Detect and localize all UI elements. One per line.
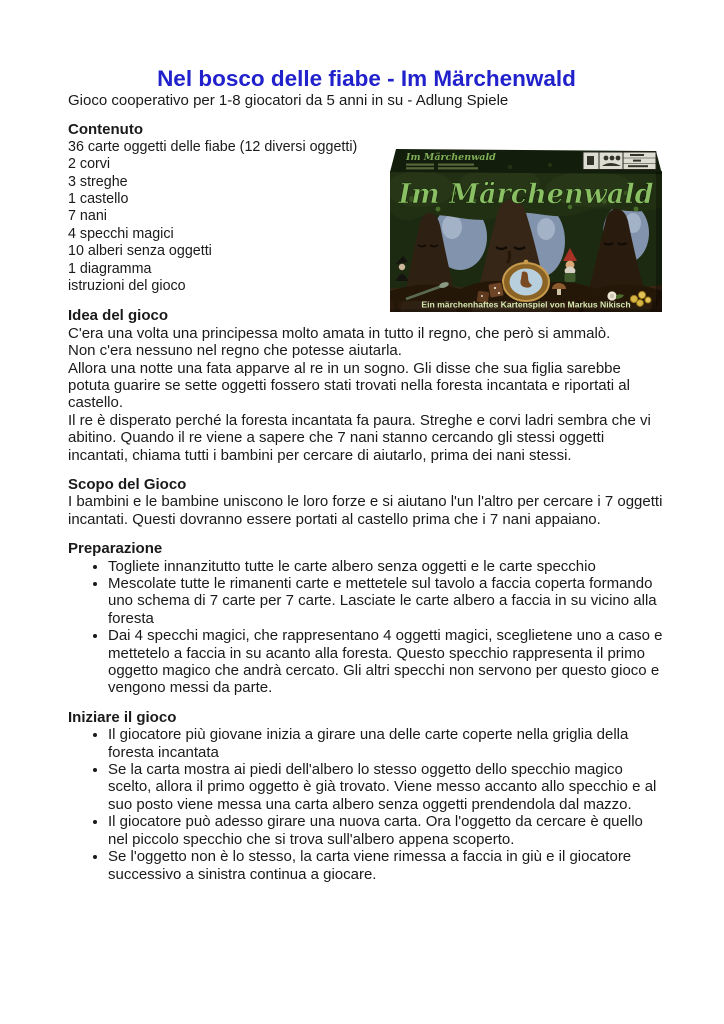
- player-info-panel: [583, 152, 656, 170]
- box-lid: [390, 149, 662, 174]
- idea-paragraph: Il re è disperato perché la foresta incantata fa paura. Streghe e corvi ladri sembra che vi abitino. Quando il re viene a sapere che 7 nani stanno cercando gli stessi oggetti incantati, chiama tutti i bambini per cercare di aiutarlo, prima dei nani stessi.: [68, 411, 651, 464]
- bullet-item: • Se l'oggetto non è lo stesso, la carta viene rimessa a faccia in giù e il giocatore successivo a sinistra continua a giocare.: [108, 848, 665, 883]
- bullet-item: • Il giocatore può adesso girare una nuova carta. Ora l'oggetto da cercare è quello nel piccolo specchio che si trova sull'albero appena scoperto.: [108, 813, 665, 848]
- contenuto-item: 2 corvi: [68, 156, 111, 173]
- contenuto-item: 10 alberi senza oggetti: [68, 243, 212, 260]
- box-lid-title: Im Märchenwald: [406, 152, 496, 163]
- section-heading-contenuto: Contenuto: [68, 121, 143, 139]
- scopo-paragraph: I bambini e le bambine uniscono le loro forze e si aiutano l'un l'altro per cercare i 7 oggetti incantati. Questi dovranno essere portati al castello prima che i 7 nani appaiano.: [68, 493, 663, 528]
- section-heading-iniziare: Iniziare il gioco: [68, 708, 177, 726]
- contenuto-item: 4 specchi magici: [68, 225, 174, 242]
- section-heading-preparazione: Preparazione: [68, 540, 163, 558]
- bullet-item: • Dai 4 specchi magici, che rappresentano 4 oggetti magici, sceglietene uno a caso e mettetelo a faccia in su acanto alla foresta. Questo specchio rappresenta il primo oggetto magico che andrà cercato. Gli altri specchi non servono per questo gioco e vengono messi da parte.: [108, 627, 665, 697]
- bullet-item: • Il giocatore più giovane inizia a girare una delle carte coperte nella griglia della foresta incantata: [108, 726, 665, 761]
- page-title: Nel bosco delle fiabe - Im Märchenwald: [157, 66, 576, 91]
- idea-paragraph: Allora una notte una fata apparve al re in un sogno. Gli disse che sua figlia sarebbe potuta guarire se sette oggetti fossero stati trovati nella foresta incantata e riportati al castello.: [68, 359, 630, 412]
- document-content: [68, 0, 665, 883]
- idea-paragraph: C'era una volta una principessa molto amata in tutto il regno, che però si ammalò.: [68, 324, 611, 342]
- box-caption: Ein märchenhaftes Kartenspiel von Markus Nikisch: [421, 299, 631, 310]
- contenuto-item: 3 streghe: [68, 173, 128, 190]
- preparazione-list: [68, 558, 665, 697]
- contenuto-item: 36 carte oggetti delle fiabe (12 diversi oggetti): [68, 138, 358, 155]
- contenuto-item: 1 castello: [68, 190, 129, 207]
- box-cover-title: Im Märchenwald: [398, 179, 654, 210]
- bullet-item: • Se la carta mostra ai piedi dell'albero lo stesso oggetto dello specchio magico scelto, allora il primo oggetto è già trovato. Viene messo accanto allo specchio e al suo posto viene messa una carta albero senza oggetti prendendola dal mazzo.: [108, 761, 665, 813]
- box-bottom-shadow: [390, 310, 662, 313]
- contenuto-list: [68, 139, 388, 296]
- section-heading-scopo: Scopo del Gioco: [68, 475, 187, 493]
- iniziare-list: [68, 726, 665, 883]
- bullet-item: • Togliete innanzitutto tutte le carte albero senza oggetti e le carte specchio: [108, 558, 665, 575]
- bullet-item: • Mescolate tutte le rimanenti carte e mettetele sul tavolo a faccia coperta formando uno schema di 7 carte per 7 carte. Lasciate le carte albero a faccia in su vicino alla foresta: [108, 575, 665, 627]
- idea-paragraph: Non c'era nessuno nel regno che potesse aiutarla.: [68, 342, 402, 360]
- section-heading-idea: Idea del gioco: [68, 307, 169, 325]
- box-edge-shadow: [656, 172, 662, 312]
- subtitle: Gioco cooperativo per 1-8 giocatori da 5 anni in su - Adlung Spiele: [68, 92, 509, 109]
- contenuto-item: 7 nani: [68, 208, 107, 225]
- contenuto-item: 1 diagramma: [68, 260, 152, 277]
- game-box-image: [390, 149, 662, 312]
- contenuto-item: istruzioni del gioco: [68, 277, 186, 294]
